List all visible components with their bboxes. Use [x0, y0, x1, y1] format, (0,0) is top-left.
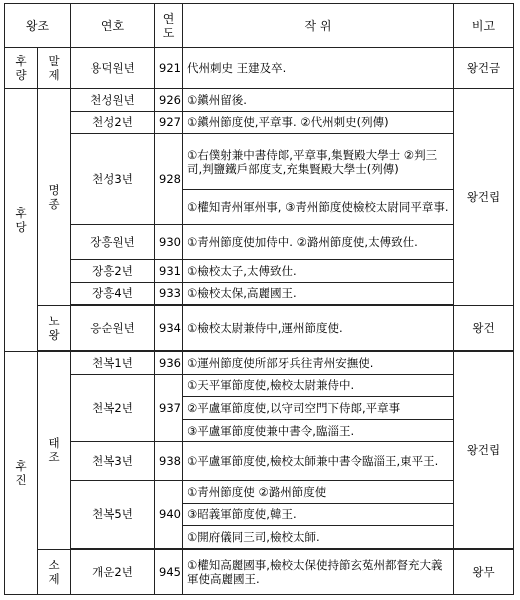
- note-cell: 왕건금: [454, 48, 514, 89]
- title-cell: ①權知靑州軍州事, ③靑州節度使檢校太尉同平章事.: [183, 190, 454, 225]
- table-row: [5, 549, 514, 594]
- title-cell: ③平盧軍節度使兼中書令,臨淄王.: [183, 419, 454, 442]
- table-row: [5, 259, 514, 282]
- table-row: [5, 306, 514, 351]
- title-cell: ①權知高麗國事,檢校太保使持節玄菟州都督充大義軍使高麗國王.: [183, 549, 454, 594]
- king-label: 말제: [48, 53, 60, 82]
- year-cell: 937: [155, 374, 183, 442]
- table-row: [5, 481, 514, 504]
- header-note: 비고: [454, 4, 514, 48]
- header-row: [5, 4, 514, 48]
- dynasty-label: 후진: [15, 459, 27, 488]
- title-cell: 代州刺史 王建及卒.: [183, 48, 454, 89]
- era-cell: 개운2년: [71, 549, 155, 594]
- era-cell: 천복1년: [71, 352, 155, 375]
- table-row: [5, 88, 514, 111]
- dynasty-label: 후당: [15, 206, 27, 235]
- table-row: [5, 374, 514, 397]
- title-cell: ①檢校太保,高麗國王.: [183, 282, 454, 305]
- header-year: [155, 4, 183, 48]
- reign-title-table: [4, 3, 514, 595]
- header-dynasty: 왕조: [5, 4, 71, 48]
- dynasty-huryang: [5, 48, 38, 89]
- year-cell: 938: [155, 442, 183, 481]
- table-row: [5, 352, 514, 375]
- era-cell: 천성2년: [71, 111, 155, 134]
- dynasty-hujin: [5, 352, 38, 595]
- king-soje: [38, 549, 71, 594]
- year-cell: 930: [155, 225, 183, 260]
- year-cell: 931: [155, 259, 183, 282]
- title-cell: ①鎭州節度使,平章事. ②代州刺史(列傳): [183, 111, 454, 134]
- header-year-label: 연도: [162, 11, 175, 40]
- era-cell: 천복2년: [71, 374, 155, 442]
- title-cell: ①靑州節度使 ②潞州節度使: [183, 481, 454, 504]
- title-cell: ①靑州節度使加侍中. ②潞州節度使,太傅致仕.: [183, 225, 454, 260]
- era-cell: 응순원년: [71, 306, 155, 351]
- note-cell: 왕건립: [454, 352, 514, 549]
- title-cell: ①檢校太尉兼侍中,運州節度使.: [183, 306, 454, 351]
- note-cell: 왕무: [454, 549, 514, 594]
- title-cell: ①檢校太子,太傅致仕.: [183, 259, 454, 282]
- header-era-name: 연호: [71, 4, 155, 48]
- title-cell: ①開府儀同三司,檢校太師.: [183, 526, 454, 549]
- king-malje: [38, 48, 71, 89]
- era-cell: 장흥2년: [71, 259, 155, 282]
- era-cell: 천성3년: [71, 134, 155, 225]
- era-cell: 장흥4년: [71, 282, 155, 305]
- year-cell: 936: [155, 352, 183, 375]
- king-taejo: [38, 352, 71, 550]
- year-cell: 933: [155, 282, 183, 305]
- title-cell: ①右僕射兼中書侍郞,平章事,集賢殿大學士 ②判三司,判鹽鐵戶部度支,充集賢殿大學士(列傳): [183, 134, 454, 190]
- year-cell: 928: [155, 134, 183, 225]
- dynasty-label: 후량: [15, 53, 27, 82]
- year-cell: 921: [155, 48, 183, 89]
- year-cell: 945: [155, 549, 183, 594]
- header-title: 작 위: [183, 4, 454, 48]
- king-label: 소제: [48, 557, 60, 586]
- table-row: [5, 282, 514, 305]
- king-nowang: [38, 306, 71, 351]
- table-row: [5, 442, 514, 481]
- title-cell: ③昭義軍節度使,韓王.: [183, 503, 454, 526]
- era-cell: 천복5년: [71, 481, 155, 549]
- dynasty-hudang: [5, 88, 38, 351]
- era-cell: 천성원년: [71, 88, 155, 111]
- table-row: [5, 225, 514, 260]
- table-row: [5, 48, 514, 89]
- year-cell: 927: [155, 111, 183, 134]
- era-cell: 천복3년: [71, 442, 155, 481]
- title-cell: ②平盧軍節度使,以守司空門下侍郞,平章事: [183, 397, 454, 420]
- table-row: [5, 134, 514, 190]
- title-cell: ①天平軍節度使,檢校太尉兼侍中.: [183, 374, 454, 397]
- king-label: 태조: [48, 436, 60, 465]
- year-cell: 934: [155, 306, 183, 351]
- king-label: 명종: [48, 183, 60, 212]
- year-cell: 940: [155, 481, 183, 549]
- note-cell: 왕건: [454, 306, 514, 351]
- era-cell: 용덕원년: [71, 48, 155, 89]
- king-myeongjong: [38, 88, 71, 305]
- title-cell: ①平盧軍節度使,檢校太師兼中書令臨淄王,東平王.: [183, 442, 454, 481]
- era-cell: 장흥원년: [71, 225, 155, 260]
- table-row: [5, 111, 514, 134]
- title-cell: ①鎭州留後.: [183, 88, 454, 111]
- king-label: 노왕: [48, 314, 60, 343]
- note-cell: 왕건립: [454, 88, 514, 305]
- title-cell: ①運州節度使所部牙兵往靑州安撫使.: [183, 352, 454, 375]
- year-cell: 926: [155, 88, 183, 111]
